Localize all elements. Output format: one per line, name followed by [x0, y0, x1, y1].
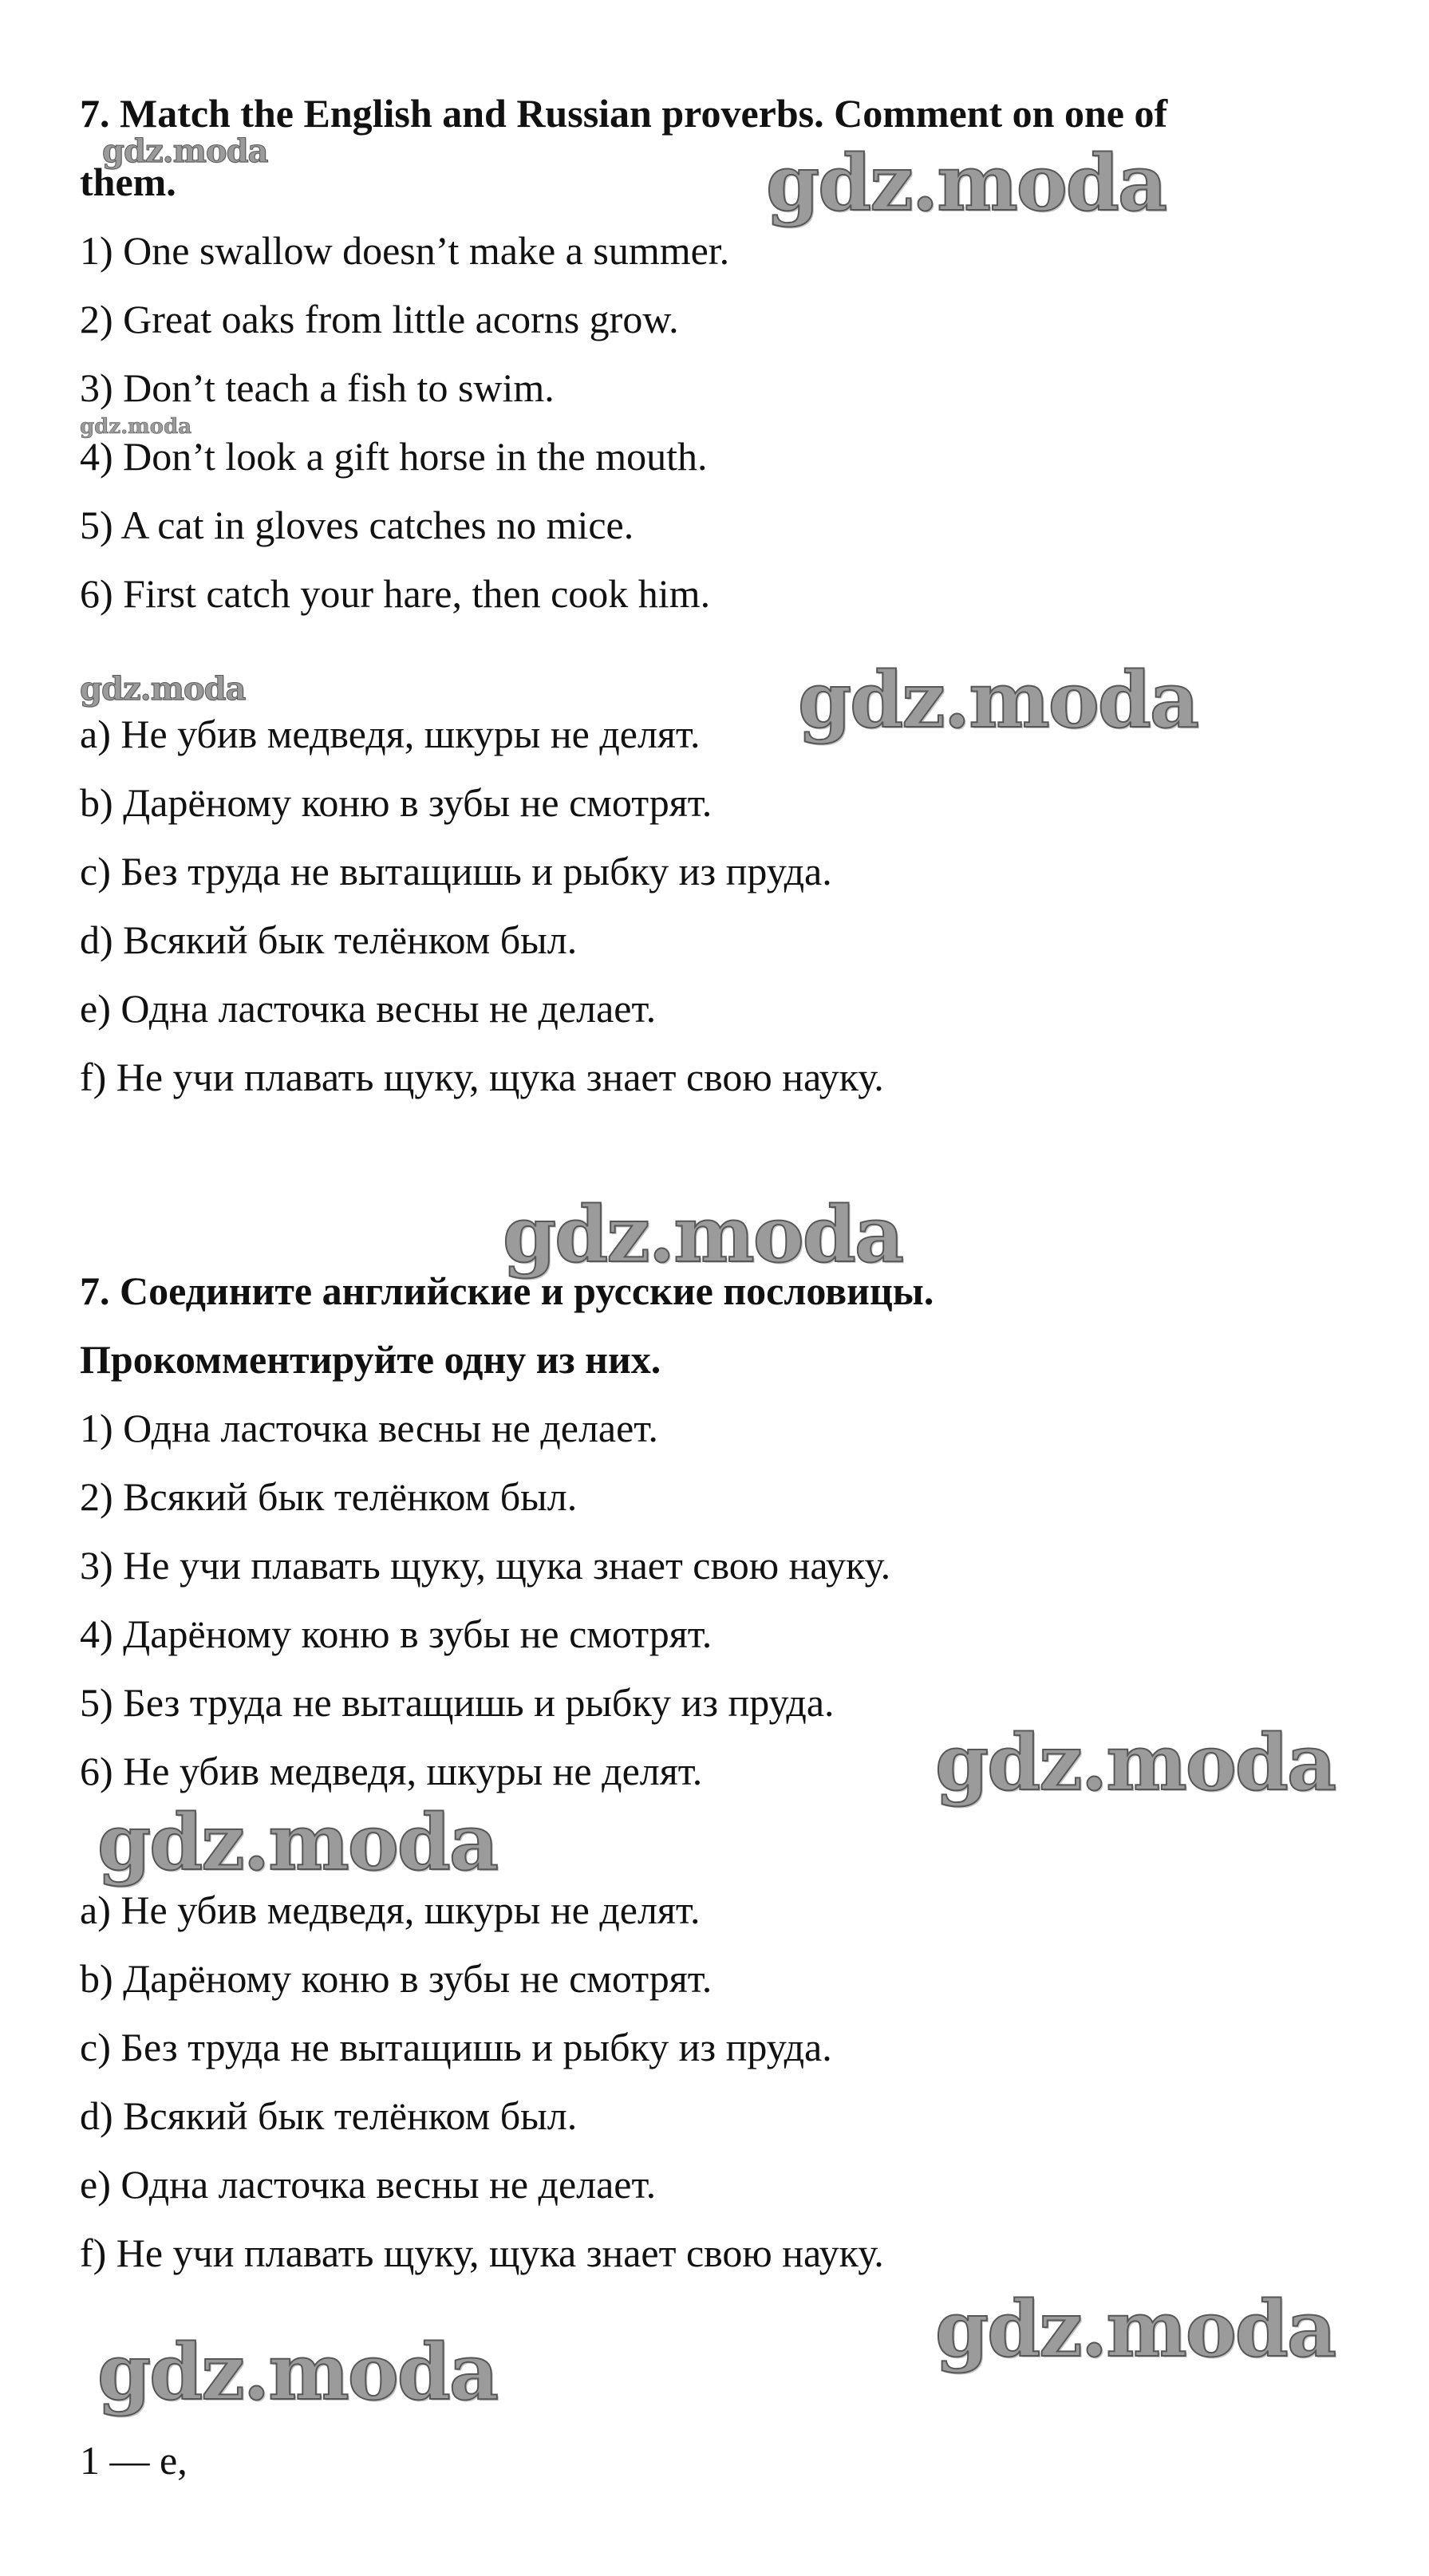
russian-option-e: e) Одна ласточка весны не делает.: [80, 986, 657, 1031]
watermark: gdz.moda: [80, 670, 246, 708]
russian-option-2-c: c) Без труда не вытащишь и рыбку из пруда.: [80, 2025, 832, 2069]
exercise-heading-en-line2: them.: [80, 160, 176, 204]
english-proverb-3: 3) Don’t teach a fish to swim.: [80, 365, 555, 410]
russian-option-2-f: f) Не учи плавать щуку, щука знает свою науку.: [80, 2231, 884, 2275]
russian-option-2-a: a) Не убив медведя, шкуры не делят.: [80, 1888, 701, 1932]
russian-proverb-2: 2) Всякий бык телёнком был.: [80, 1474, 578, 1519]
russian-proverb-4: 4) Дарёному коню в зубы не смотрят.: [80, 1611, 713, 1656]
answer-text: 1 — e,: [80, 2438, 188, 2483]
russian-proverb-1: 1) Одна ласточка весны не делает.: [80, 1406, 658, 1450]
russian-option-d: d) Всякий бык телёнком был.: [80, 917, 578, 962]
russian-proverb-6: 6) Не убив медведя, шкуры не делят.: [80, 1749, 703, 1793]
watermark: gdz.moda: [935, 2284, 1336, 2374]
exercise-heading-en-line1: 7. Match the English and Russian proverbs. Comment on one of: [80, 91, 1168, 136]
russian-option-2-b: b) Дарёному коню в зубы не смотрят.: [80, 1956, 713, 2001]
russian-option-2-e: e) Одна ласточка весны не делает.: [80, 2162, 657, 2207]
watermark: gdz.moda: [503, 1189, 903, 1280]
russian-proverb-3: 3) Не учи плавать щуку, щука знает свою науку.: [80, 1543, 891, 1588]
english-proverb-6: 6) First catch your hare, then cook him.: [80, 571, 711, 616]
watermark: gdz.moda: [766, 138, 1166, 228]
watermark: gdz.moda: [97, 2327, 498, 2417]
russian-option-2-d: d) Всякий бык телёнком был.: [80, 2093, 578, 2138]
russian-option-c: c) Без труда не вытащишь и рыбку из пруда.: [80, 849, 832, 894]
watermark: gdz.moda: [97, 1797, 498, 1888]
russian-proverb-5: 5) Без труда не вытащишь и рыбку из пруда.: [80, 1680, 835, 1725]
exercise-heading-ru-line2: Прокомментируйте одну из них.: [80, 1337, 661, 1382]
russian-option-f: f) Не учи плавать щуку, щука знает свою науку.: [80, 1055, 884, 1099]
watermark: gdz.moda: [102, 132, 268, 170]
watermark: gdz.moda: [80, 415, 192, 439]
exercise-heading-ru-line1: 7. Соедините английские и русские пословицы.: [80, 1268, 934, 1313]
english-proverb-5: 5) A cat in gloves catches no mice.: [80, 503, 634, 547]
watermark: gdz.moda: [935, 1718, 1336, 1808]
english-proverb-4: 4) Don’t look a gift horse in the mouth.: [80, 434, 708, 479]
russian-option-a: a) Не убив медведя, шкуры не делят.: [80, 712, 701, 756]
english-proverb-1: 1) One swallow doesn’t make a summer.: [80, 228, 730, 273]
english-proverb-2: 2) Great oaks from little acorns grow.: [80, 297, 679, 341]
watermark: gdz.moda: [798, 655, 1198, 745]
russian-option-b: b) Дарёному коню в зубы не смотрят.: [80, 780, 713, 825]
